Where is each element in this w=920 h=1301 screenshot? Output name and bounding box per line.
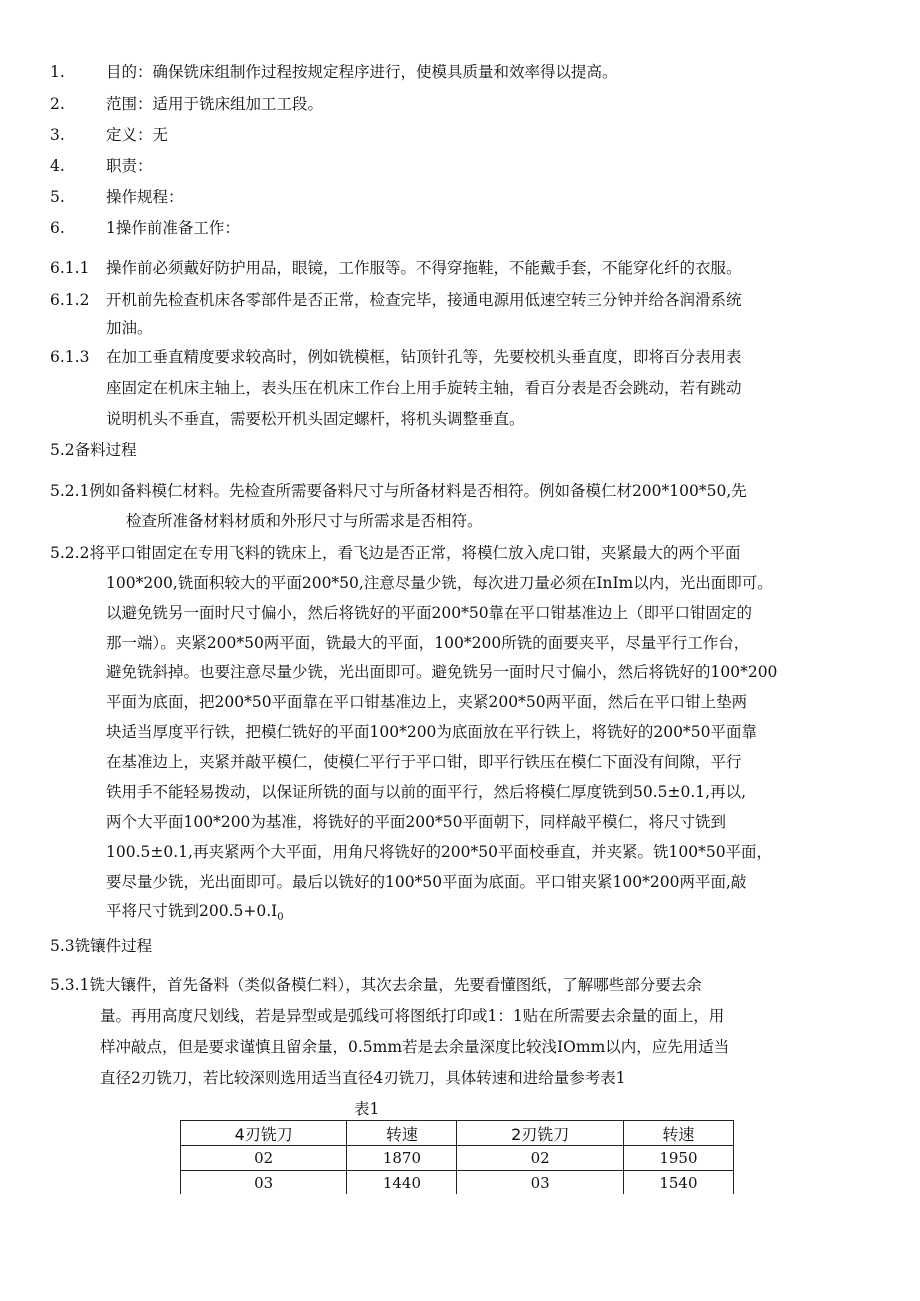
paragraph-line: 铁用手不能轻易拨动，以保证所铣的面与以前的面平行，然后将模仁厚度铣到50.5±0.1,再以,	[106, 783, 747, 801]
table-cell: 1870	[347, 1146, 457, 1171]
item-number: 4.	[50, 157, 65, 175]
paragraph-line: 5.2.2将平口钳固定在专用飞料的铣床上，看飞边是否正常，将模仁放入虎口钳，夹紧最大的两个平面	[50, 544, 741, 562]
paragraph-line: 100*200,铣面积较大的平面200*50,注意尽量少铣，每次进刀量必须在InIm以内，光出面即可。	[106, 574, 773, 592]
section-heading: 5.2备料过程	[50, 441, 137, 459]
item-text: 目的：确保铣床组制作过程按规定程序进行，使模具质量和效率得以提高。	[106, 63, 618, 81]
section-number: 6.1.1	[50, 259, 90, 277]
paragraph-line: 开机前先检查机床各零部件是否正常，检查完毕，接通电源用低速空转三分钟并给各润滑系统	[106, 291, 742, 309]
table-row	[181, 1146, 734, 1171]
table-cell: 1950	[623, 1146, 733, 1171]
item-number: 3.	[50, 126, 65, 144]
item-number: 2.	[50, 95, 65, 113]
item-number: 5.	[50, 188, 65, 206]
paragraph-line: 5.2.1例如备料模仁材料。先检查所需要备料尺寸与所备材料是否相符。例如备模仁材200*100*50,先	[50, 482, 747, 500]
table-cell: 02	[181, 1146, 347, 1171]
paragraph-line: 样冲敲点，但是要求谨慎且留余量，0.5mm若是去余量深度比较浅IOmm以内，应先用适当	[100, 1038, 730, 1056]
subscript: 0	[277, 912, 284, 924]
paragraph-line: 平面为底面，把200*50平面靠在平口钳基准边上，夹紧200*50两平面，然后在平口钳上垫两	[106, 693, 748, 711]
paragraph-line-main: 平将尺寸铣到200.5+0.I	[106, 902, 278, 920]
paragraph-line: 两个大平面100*200为基准，将铣好的平面200*50平面朝下，同样敲平模仁，将尺寸铣到	[106, 813, 726, 831]
table-header-cell: 2刃铣刀	[457, 1121, 623, 1146]
item-text: 操作规程：	[106, 188, 184, 206]
table-header-row	[181, 1121, 734, 1146]
section-number: 6.1.2	[50, 291, 90, 309]
paragraph-line: 量。再用高度尺划线，若是异型或是弧线可将图纸打印或1：1贴在所需要去余量的面上，用	[100, 1007, 725, 1025]
paragraph-line: 检查所准备材料材质和外形尺寸与所需求是否相符。	[126, 512, 483, 530]
table-cell: 1540	[623, 1171, 733, 1195]
table-header-cell: 转速	[347, 1121, 457, 1146]
item-text: 职责：	[106, 157, 153, 175]
table-header-cell: 转速	[623, 1121, 733, 1146]
paragraph-line: 直径2刃铣刀，若比较深则选用适当直径4刃铣刀，具体转速和进给量参考表1	[100, 1069, 626, 1087]
item-text: 1操作前准备工作：	[106, 219, 240, 237]
paragraph-line: 座固定在机床主轴上，表头压在机床工作台上用手旋转主轴，看百分表是否会跳动，若有跳动	[106, 379, 742, 397]
paragraph-line: 在基准边上，夹紧并敲平模仁，使模仁平行于平口钳，即平行铁压在模仁下面没有间隙，平行	[106, 753, 742, 771]
table-cell: 02	[457, 1146, 623, 1171]
paragraph-line: 以避免铣另一面时尺寸偏小，然后将铣好的平面200*50靠在平口钳基准边上（即平口钳固定的	[106, 604, 753, 622]
speed-table	[180, 1120, 734, 1194]
table-header-cell: 4刃铣刀	[181, 1121, 347, 1146]
paragraph-line: 操作前必须戴好防护用品，眼镜，工作服等。不得穿拖鞋，不能戴手套，不能穿化纤的衣服。	[106, 259, 742, 277]
item-text: 范围：适用于铣床组加工工段。	[106, 95, 324, 113]
section-heading: 5.3铣镶件过程	[50, 937, 153, 955]
table-cell: 03	[181, 1171, 347, 1195]
paragraph-line: 5.3.1铣大镶件，首先备料（类似备模仁料），其次去余量，先要看懂图纸，了解哪些部分要去余	[50, 976, 702, 994]
table-caption: 表1	[354, 1100, 380, 1118]
item-number: 1.	[50, 63, 65, 81]
paragraph-line: 100.5±0.1,再夹紧两个大平面，用角尺将铣好的200*50平面校垂直，并夹紧。铣100*50平面，	[106, 843, 773, 861]
table-cell: 1440	[347, 1171, 457, 1195]
item-number: 6.	[50, 219, 65, 237]
item-text: 定义：无	[106, 126, 169, 144]
paragraph-line	[106, 901, 284, 928]
table-row	[181, 1171, 734, 1195]
paragraph-line: 在加工垂直精度要求较高时，例如铣模框，钻顶针孔等，先要校机头垂直度，即将百分表用表	[106, 348, 742, 366]
section-number: 6.1.3	[50, 348, 90, 366]
paragraph-line: 加油。	[106, 319, 153, 337]
paragraph-line: 说明机头不垂直，需要松开机头固定螺杆，将机头调整垂直。	[106, 410, 525, 428]
paragraph-line: 那一端）。夹紧200*50两平面，铣最大的平面，100*200所铣的面要夹平，尽量平行工作台，	[106, 634, 750, 652]
table-cell: 03	[457, 1171, 623, 1195]
paragraph-line: 要尽量少铣，光出面即可。最后以铣好的100*50平面为底面。平口钳夹紧100*200两平面,敲	[106, 873, 747, 891]
paragraph-line: 块适当厚度平行铁，把模仁铣好的平面100*200为底面放在平行铁上，将铣好的200*50平面靠	[106, 723, 757, 741]
paragraph-line: 避免铣斜掉。也要注意尽量少铣，光出面即可。避免铣另一面时尺寸偏小，然后将铣好的100*200	[106, 663, 778, 681]
